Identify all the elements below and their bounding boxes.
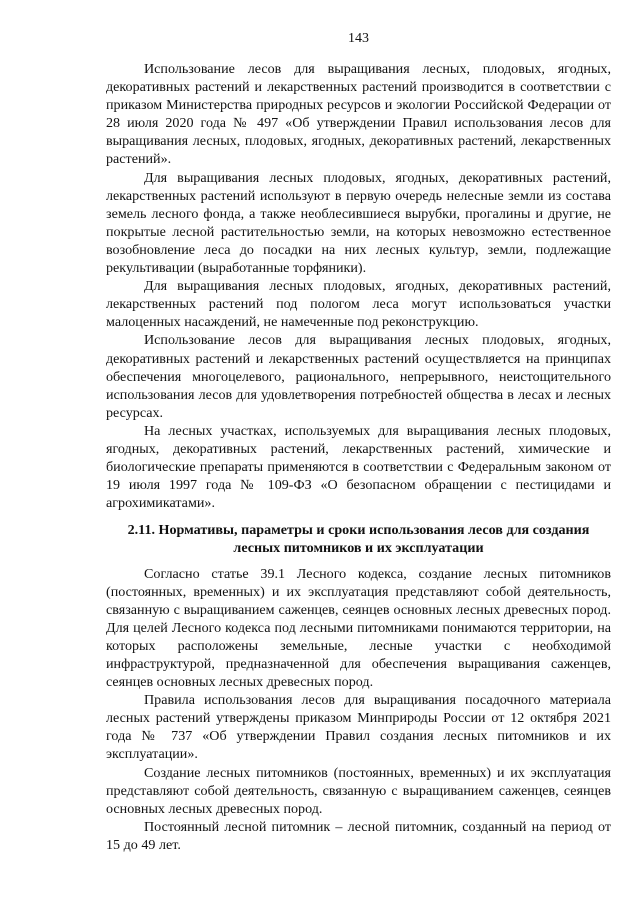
page-number: 143 — [348, 31, 369, 46]
section-heading: 2.11. Нормативы, параметры и сроки использования лесов для создания лесных питомников и их эксплуатации — [127, 522, 590, 557]
paragraph: Правила использования лесов для выращивания посадочного материала лесных растений утверждены приказом Минприроды России от 12 октября 2021 года № 737 «Об утверждении Правил создания лесных питомников и их эксплуатации». — [106, 692, 611, 763]
paragraph: На лесных участках, используемых для выращивания лесных плодовых, ягодных, декоративных растений, лекарственных растений, химические и биологические препараты применяются в соответствии с Федеральным законом от 19 июля 1997 года № 109-ФЗ «О безопасном обращении с пестицидами и агрохимикатами». — [106, 422, 611, 512]
paragraph: Для выращивания лесных плодовых, ягодных, декоративных растений, лекарственных растений используют в первую очередь нелесные земли из состава земель лесного фонда, а также необлесившиеся вырубки, прогалины и другие, не покрытые лесной растительностью земли, на которых невозможно естественное возобновление леса до посадки на них лесных культур, земли, подлежащие рекультивации (выработанные торфяники). — [106, 169, 611, 277]
paragraph: Согласно статье 39.1 Лесного кодекса, создание лесных питомников (постоянных, временных) и их эксплуатация представляют собой деятельность, связанную с выращиванием саженцев, сеянцев основных лесных древесных пород. Для целей Лесного кодекса под лесными питомниками понимаются территории, на которых расположены земельные, лесные участки с необходимой инфраструктурой, предназначенной для обеспечения выращивания саженцев, сеянцев основных лесных древесных пород. — [106, 565, 611, 691]
document-page — [106, 30, 611, 854]
paragraph: Использование лесов для выращивания лесных плодовых, ягодных, декоративных растений и лекарственных растений осуществляется на принципах обеспечения многоцелевого, рационального, непрерывного, неистощительного использования лесов для удовлетворения потребностей общества в лесах и лесных ресурсах. — [106, 332, 611, 421]
paragraph: Создание лесных питомников (постоянных, временных) и их эксплуатация представляют собой деятельность, связанную с выращиванием саженцев, сеянцев основных лесных древесных пород. — [106, 764, 611, 817]
paragraph: Использование лесов для выращивания лесных, плодовых, ягодных, декоративных растений и лекарственных растений производится в соответствии с приказом Министерства природных ресурсов и экологии Российской Федерации от 28 июля 2020 года № 497 «Об утверждении Правил использования лесов для выращивания лесных, плодовых, ягодных, декоративных растений, лекарственных растений». — [106, 61, 611, 168]
paragraph: Для выращивания лесных плодовых, ягодных, декоративных растений, лекарственных растений под пологом леса могут использоваться участки малоценных насаждений, не намеченные под реконструкцию. — [106, 278, 611, 331]
paragraph: Постоянный лесной питомник – лесной питомник, созданный на период от 15 до 49 лет. — [106, 818, 611, 853]
